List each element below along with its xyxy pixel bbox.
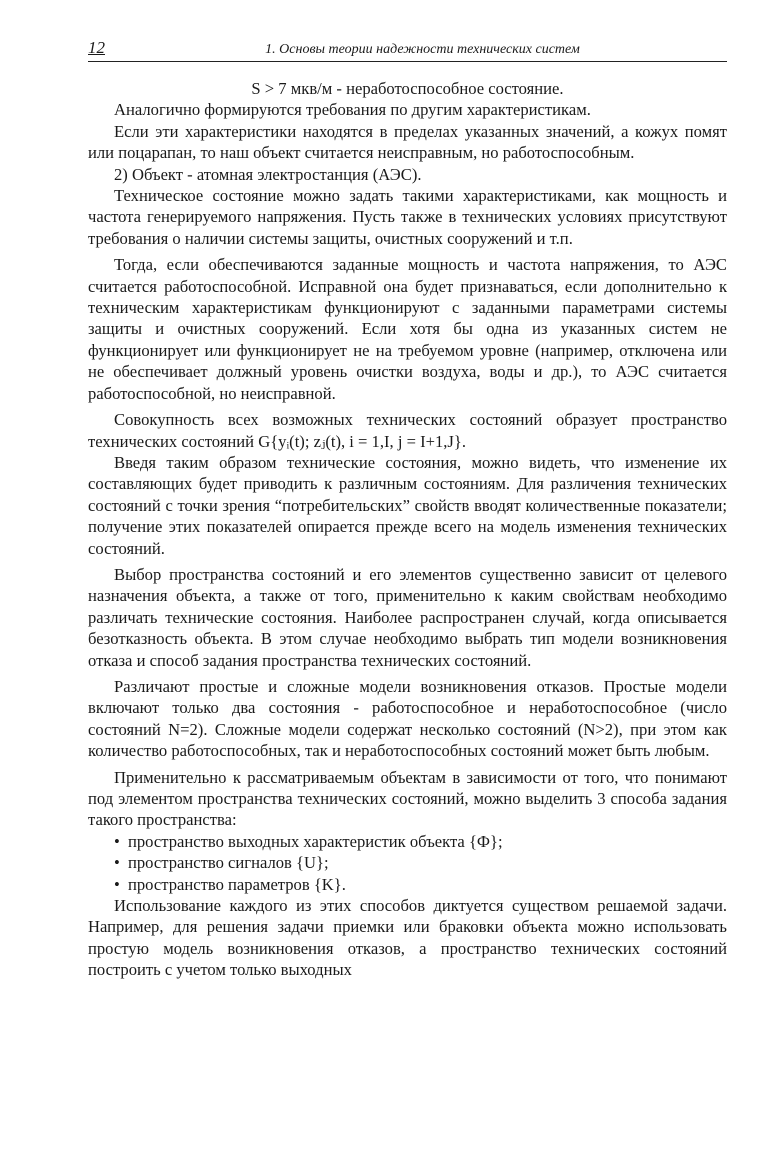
paragraph: Тогда, если обеспечиваются заданные мощность и частота напряжения, то АЭС считается работоспособной. Исправной она будет признаваться, если дополнительно к техническим характеристикам функционируют с заданными параметрами системы защиты и очистных сооружений. Если хотя бы одна из указанных систем не функционирует или функционирует не на требуемом уровне (например, отключена или не обеспечивает должный уровень очистки воздуха, воды и др.), то АЭС считается работоспособной, но неисправной. [88,255,727,403]
paragraph: Различают простые и сложные модели возникновения отказов. Простые модели включают только два состояния - работоспособное и неработоспособное (число состояний N=2). Сложные модели содержат несколько состояний (N>2), при этом как количество работоспособных, так и неработоспособных состояний может быть любым. [88,676,727,761]
paragraph: Введя таким образом технические состояния, можно видеть, что изменение их составляющих будет приводить к различным состояниям. Для различения технических состояний с точки зрения “потребительских” свойств вводят количественные показатели; получение этих показателей опирается прежде всего на модель изменения технических состояний. [88,452,727,558]
bullet-list [88,831,727,895]
paragraph: S > 7 мкв/м - неработоспособное состояние. [251,79,564,98]
page-header [88,38,727,62]
list-item: • пространство выходных характеристик объекта {Ф}; [114,831,727,852]
list-item: • пространство сигналов {U}; [114,852,727,873]
paragraph: Аналогично формируются требования по другим характеристикам. [114,100,591,120]
paragraph: 2) Объект - атомная электростанция (АЭС). [114,164,422,184]
paragraph: Техническое состояние можно задать такими характеристиками, как мощность и частота генерируемого напряжения. Пусть также в технических условиях присутствуют требования о наличии системы защиты, очистных сооружений и т.п. [88,186,727,248]
paragraph: Использование каждого из этих способов диктуется существом решаемой задачи. Например, для решения задачи приемки или браковки объекта можно использовать простую модель возникновения отказов, а пространство технических состояний построить с учетом только выходных [88,896,727,980]
list-item: • пространство параметров {K}. [114,874,727,895]
paragraph: Если эти характеристики находятся в пределах указанных значений, а кожух помят или поцарапан, то наш объект считается неисправным, но работоспособным. [88,121,727,163]
paragraph: Совокупность всех возможных технических состояний образует пространство технических состояний G{yᵢ(t); zⱼ(t), i = 1,I, j = I+1,J}. [88,410,727,451]
page-number: 12 [88,38,105,57]
page-body [88,78,727,981]
paragraph: Выбор пространства состояний и его элементов существенно зависит от целевого назначения объекта, а также от того, применительно к каким свойствам необходимо различать технические состояния. Наиболее распространен случай, когда описывается безотказность объекта. В этом случае необходимо выбрать тип модели возникновения отказа и способ задания пространства технических состояний. [88,564,727,670]
paragraph: Применительно к рассматриваемым объектам в зависимости от того, что понимают под элементом пространства технических состояний, можно выделить 3 способа задания такого пространства: [88,767,727,830]
running-title: 1. Основы теории надежности технических систем [265,42,580,57]
